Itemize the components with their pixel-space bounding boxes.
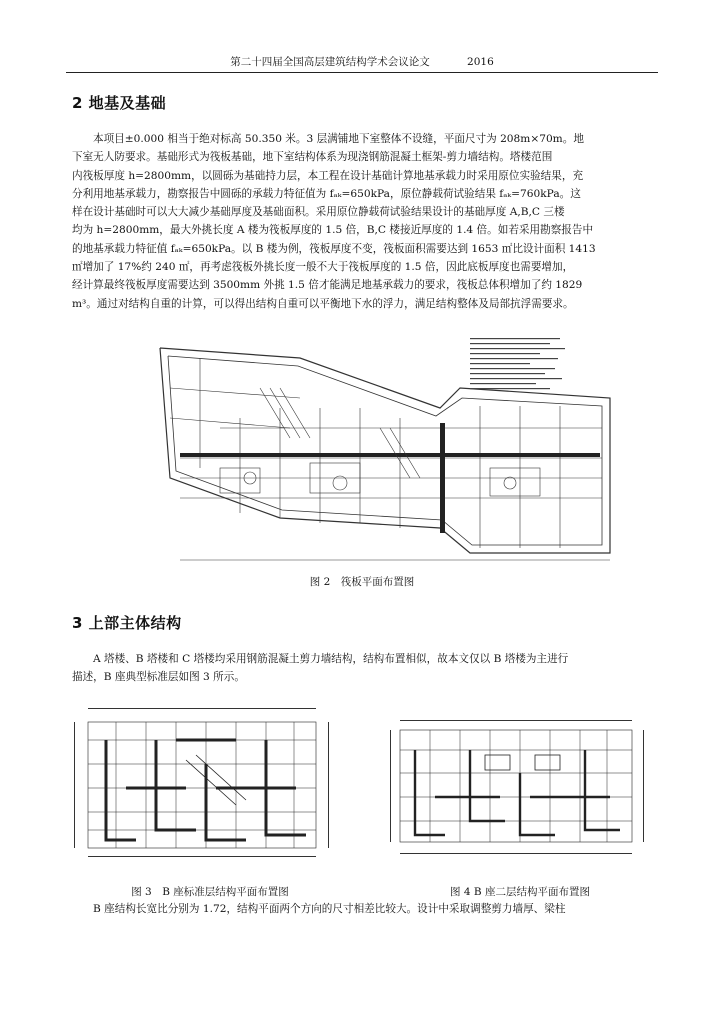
running-header xyxy=(66,54,658,73)
figure-4-second-floor-plan xyxy=(385,715,650,865)
paragraph-line: 的地基承载力特征值 fₐₖ=650kPa。以 B 楼为例，筏板厚度不变，筏板面积需要达到 1653 ㎡比设计面积 1413 xyxy=(72,242,596,255)
section-2-paragraph xyxy=(72,130,657,313)
section-2-heading: 2 地基及基础 xyxy=(72,94,167,112)
paragraph-line: A 塔楼、B 塔楼和 C 塔楼均采用钢筋混凝土剪力墙结构，结构布置相似，故本文仅以 B 塔楼为主进行 xyxy=(93,653,569,665)
figure-3-standard-floor-plan xyxy=(66,700,336,865)
raft-plan-drawing xyxy=(140,328,638,568)
paragraph-line: m³。通过对结构自重的计算，可以得出结构自重可以平衡地下水的浮力，满足结构整体及局部抗浮需要求。 xyxy=(72,297,574,310)
header-title: 第二十四届全国高层建筑结构学术会议论文 xyxy=(230,56,430,68)
paragraph-line: 下室无人防要求。基础形式为筏板基础，地下室结构体系为现浇钢筋混凝土框架-剪力墙结构。塔楼范围 xyxy=(72,151,553,164)
paragraph-line: ㎡增加了 17%约 240 ㎡，再考虑筏板外挑长度一般不大于筏板厚度的 1.5 倍，因此底板厚度也需要增加， xyxy=(72,261,574,274)
section-3-heading: 3 上部主体结构 xyxy=(72,614,182,632)
paragraph-line: 经计算最终筏板厚度需要达到 3500mm 外挑 1.5 倍才能满足地基承载力的要求，筏板总体积增加了约 1829 xyxy=(72,279,583,292)
figure-2-caption: 图 2 筏板平面布置图 xyxy=(309,576,415,588)
paragraph-line: 样在设计基础时可以大大减少基础厚度及基础面积。采用原位静载荷试验结果设计的基础厚度 A,B,C 三楼 xyxy=(72,206,565,219)
paragraph-line: B 座结构长宽比分别为 1.72，结构平面两个方向的尺寸相差比较大。设计中采取调整剪力墙厚、梁柱 xyxy=(93,903,566,915)
standard-floor-drawing xyxy=(66,700,336,865)
header-year: 2016 xyxy=(467,56,494,68)
paragraph-line: 分利用地基承载力，勘察报告中圆砾的承载力特征值为 fₐₖ=650kPa，原位静载荷试验结果 fₐₖ=760kPa。这 xyxy=(72,187,581,200)
section-3-paragraph xyxy=(72,650,657,687)
figure-3-caption: 图 3 B 座标准层结构平面布置图 xyxy=(131,886,289,898)
closing-paragraph xyxy=(72,900,657,918)
paragraph-line: 本项目±0.000 相当于绝对标高 50.350 米。3 层满铺地下室整体不设缝，平面尺寸为 208m×70m。地 xyxy=(93,133,584,145)
paragraph-line: 内筏板厚度 h=2800mm，以圆砾为基础持力层，本工程在设计基础计算地基承载力时采用原位实验结果，充 xyxy=(72,169,584,182)
figure-2-raft-plan xyxy=(140,328,638,568)
figure-4-caption: 图 4 B 座二层结构平面布置图 xyxy=(450,886,590,898)
paragraph-line: 描述，B 座典型标准层如图 3 所示。 xyxy=(72,671,245,684)
paragraph-line: 均为 h=2800mm，最大外挑长度 A 楼为筏板厚度的 1.5 倍，B,C 楼接近厚度的 1.4 倍。如若采用勘察报告中 xyxy=(72,224,594,237)
second-floor-drawing xyxy=(385,715,650,865)
